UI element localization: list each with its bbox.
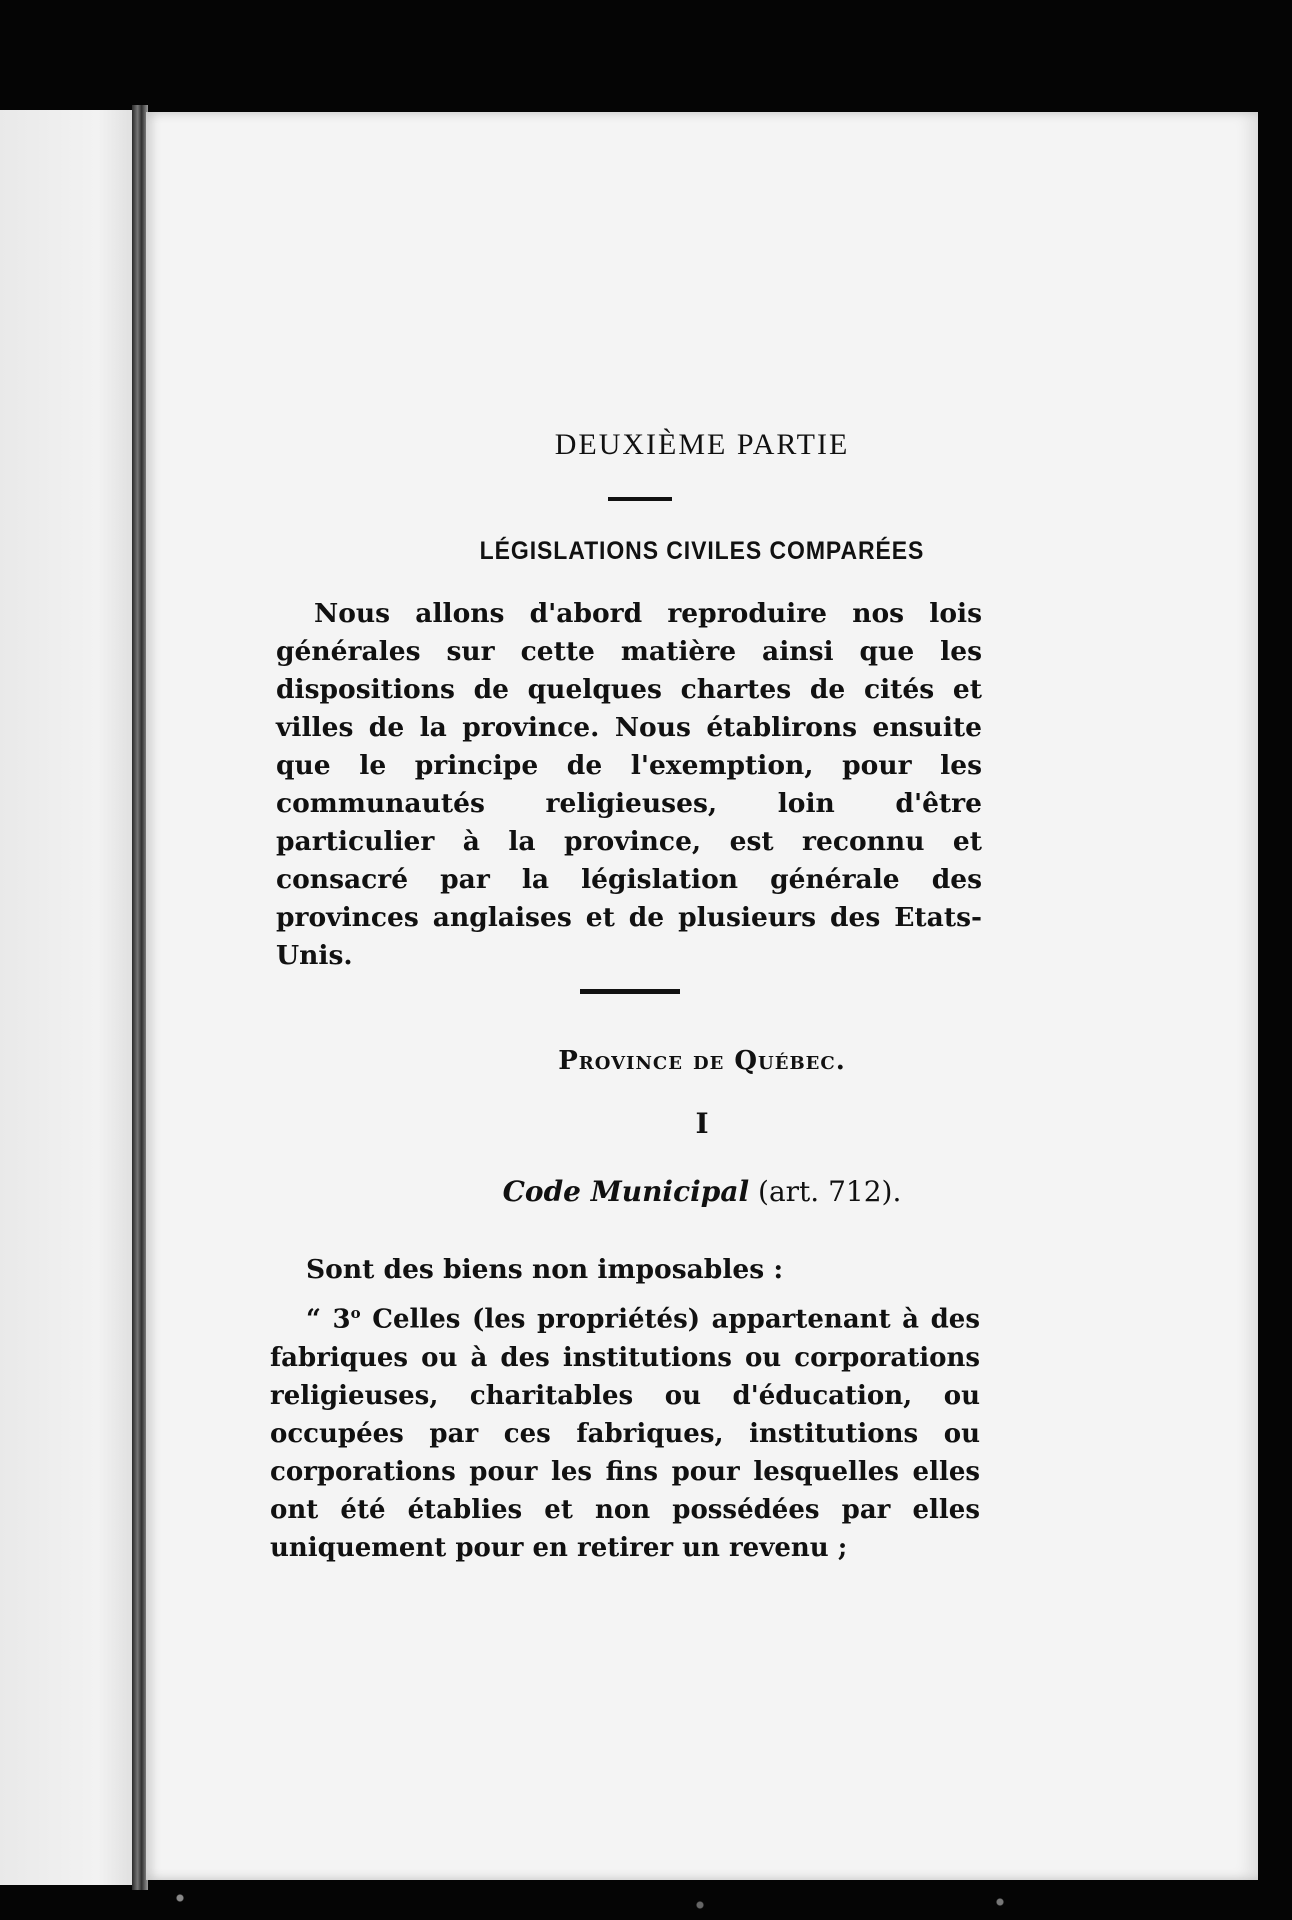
lead-line: Sont des biens non imposables : — [306, 1254, 784, 1285]
section-divider — [580, 989, 680, 994]
code-reference — [146, 1175, 1258, 1208]
title-rule — [608, 497, 672, 501]
quote-ordinal: o — [350, 1304, 361, 1322]
quote-open: “ 3 — [306, 1304, 351, 1335]
previous-page-edge — [0, 110, 140, 1885]
quoted-article — [270, 1294, 980, 1567]
code-title: Code Municipal — [502, 1175, 750, 1208]
province-heading: Province de Québec. — [558, 1046, 846, 1076]
code-article: (art. 712). — [758, 1175, 902, 1208]
scan-artifacts — [0, 1880, 1292, 1920]
intro-paragraph: Nous allons d'abord reproduire nos lois générales sur cette matière ainsi que les dispositions de quelques chartes de cités et villes de la province. Nous établirons ensuite que le principe de l'exemption, pour les communautés religieuses, loin d'être particulier à la province, est reconnu et consacré par la législation générale des provinces anglaises et de plusieurs des Etats-Unis. — [276, 598, 982, 971]
chapter-numeral: I — [695, 1107, 709, 1140]
part-title: DEUXIÈME PARTIE — [554, 428, 850, 461]
book-page — [146, 112, 1258, 1880]
quote-text: Celles (les propriétés) appartenant à des fabriques ou à des institutions ou corporations religieuses, charitables ou d'éducation, ou occupées par ces fabriques, institutions ou corporations pour les fins pour lesquelles elles ont été établies et non possédées par elles uniquement pour en retirer un revenu ; — [270, 1304, 980, 1563]
section-title: LÉGISLATIONS CIVILES COMPARÉES — [479, 537, 925, 565]
